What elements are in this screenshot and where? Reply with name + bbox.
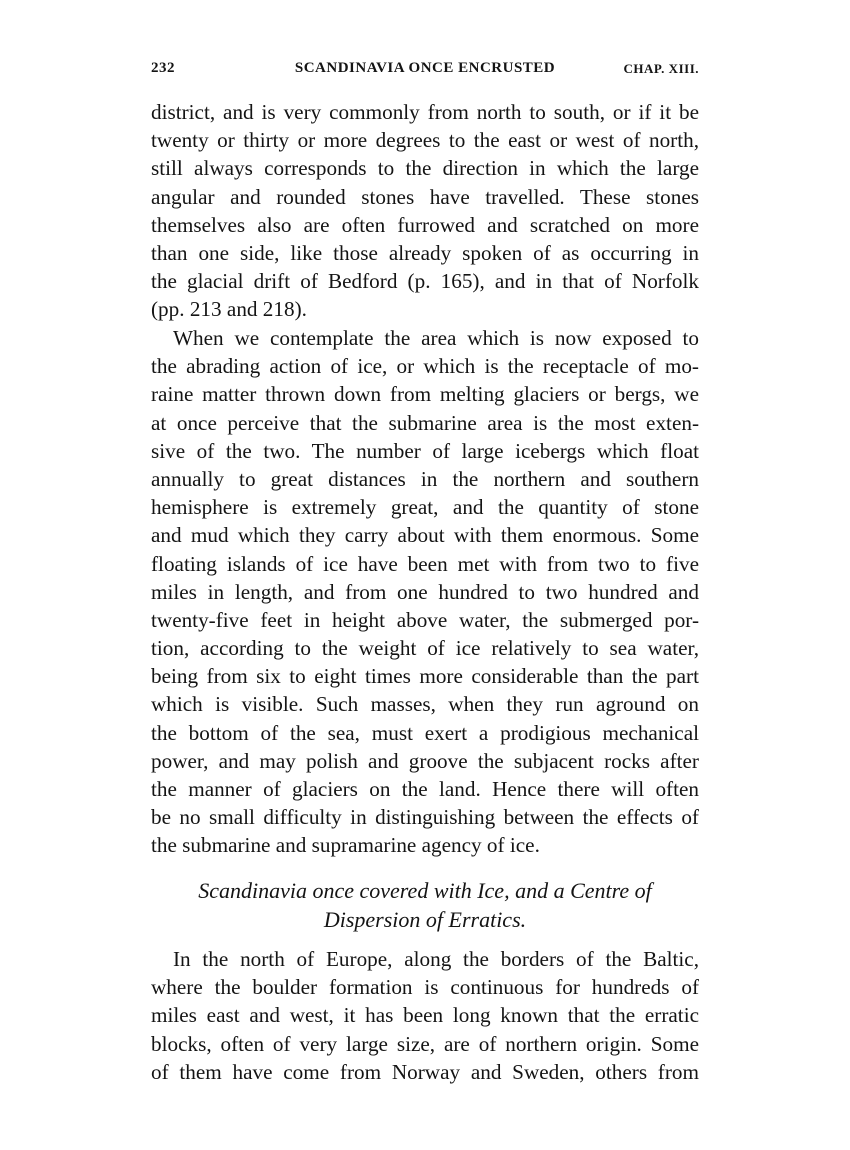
text-line: at once perceive that the submarine area is the most exten-: [151, 410, 699, 435]
text-line: tion, according to the weight of ice relatively to sea water,: [151, 636, 699, 661]
section-heading-line: Dispersion of Erratics.: [323, 907, 527, 932]
paragraph-3: [151, 945, 699, 1086]
text-line: hemisphere is extremely great, and the quantity of stone: [151, 495, 699, 520]
text-line: When we contemplate the area which is now exposed to: [173, 326, 699, 350]
text-line: and mud which they carry about with them enormous. Some: [151, 523, 699, 548]
text-line: the abrading action of ice, or which is the receptacle of mo-: [151, 354, 699, 379]
page-number: 232: [151, 60, 175, 76]
text-line: where the boulder formation is continuous for hundreds of: [151, 975, 699, 1000]
text-line: (pp. 213 and 218).: [151, 297, 307, 322]
running-head: [151, 60, 699, 84]
paragraph-1: [151, 98, 699, 324]
paragraph-2: [151, 324, 699, 860]
text-line: floating islands of ice have been met with from two to five: [151, 551, 699, 576]
text-line: still always corresponds to the direction in which the large: [151, 156, 699, 181]
text-line: power, and may polish and groove the subjacent rocks after: [151, 748, 699, 773]
text-line: miles in length, and from one hundred to two hundred and: [151, 579, 699, 604]
text-line: the submarine and supramarine agency of ice.: [151, 833, 540, 858]
text-line: themselves also are often furrowed and scratched on more: [151, 212, 699, 237]
text-line: be no small difficulty in distinguishing between the effects of: [151, 805, 699, 830]
text-line: of them have come from Norway and Sweden, others from: [151, 1059, 699, 1084]
text-line: district, and is very commonly from north to south, or if it be: [151, 100, 699, 124]
text-line: In the north of Europe, along the borders of the Baltic,: [173, 947, 699, 971]
section-heading: [151, 876, 699, 934]
text-line: annually to great distances in the northern and southern: [151, 466, 699, 491]
text-line: the bottom of the sea, must exert a prodigious mechanical: [151, 720, 699, 745]
text-line: the glacial drift of Bedford (p. 165), and in that of Norfolk: [151, 269, 699, 294]
text-line: angular and rounded stones have travelled. These stones: [151, 184, 699, 209]
text-line: blocks, often of very large size, are of northern origin. Some: [151, 1031, 699, 1056]
text-line: raine matter thrown down from melting glaciers or bergs, we: [151, 382, 699, 407]
text-line: the manner of glaciers on the land. Hence there will often: [151, 777, 699, 801]
running-title: SCANDINAVIA ONCE ENCRUSTED: [294, 60, 556, 76]
text-line: than one side, like those already spoken of as occurring in: [151, 240, 699, 265]
text-line: twenty or thirty or more degrees to the east or west of north,: [151, 128, 699, 153]
text-line: being from six to eight times more considerable than the part: [151, 664, 699, 689]
text-line: miles east and west, it has been long known that the erratic: [151, 1003, 699, 1028]
section-heading-line: Scandinavia once covered with Ice, and a Centre of: [198, 878, 652, 903]
chapter-label: CHAP. XIII.: [623, 61, 699, 76]
text-line: which is visible. Such masses, when they run aground on: [151, 692, 699, 717]
text-line: sive of the two. The number of large icebergs which float: [151, 438, 699, 463]
text-line: twenty-five feet in height above water, the submerged por-: [151, 607, 699, 632]
